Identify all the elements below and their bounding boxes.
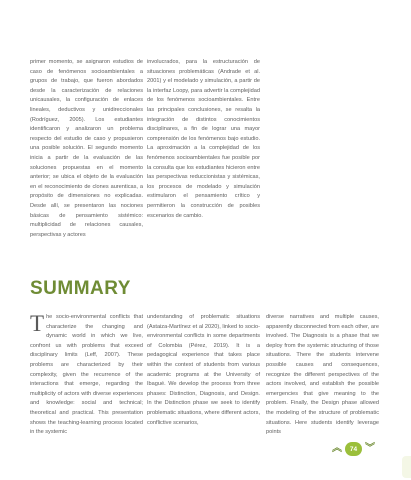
summary-column-2-text: understanding of problematic situations (Astaiza-Martínez et al 2020), linked to socio-environmental conflicts in some departments of Colombia (Pérez, 2019). It is a pedagogical experience that takes place within the context of students from various academic programs at the University of Ibagué. We develop the process from three phases: Distinction, Diagnosis, and Design. In the Distinction phase we seek to identify problematic situations, where different actors, conflictive scenarios,: [147, 314, 260, 426]
summary-heading: SUMMARY: [30, 278, 131, 299]
summary-column-3-text: diverse narratives and multiple causes, apparently disconnected from each other, are involved. The Diagnosis is a phase that we deploy from the systemic structuring of those situations. There the students intervene possible causes and consequences, recognize the different perspectives of the actors involved, and establish the possible emergencies that give meaning to the problem. Finally, the Design phase allowed the modeling of the structure of problematic situations. Here students identify leverage points: [266, 314, 379, 436]
drop-cap: T: [30, 311, 45, 336]
chevron-double-up-icon[interactable]: ︽: [332, 443, 342, 454]
page-navigation: [332, 441, 375, 457]
top-column-1: [30, 58, 143, 240]
top-column-2-text: involucrados, para la estructuración de situaciones problemáticas (Andrade et al. 2001) y el modelado y simulación, a partir de la interfaz Loopy, para advertir la complejidad de los fenómenos socioambientales. Entre las principales conclusiones, se resalta la integración de distintos conocimientos disciplinares, a fin de lograr una mayor comprensión de los fenómenos bajo estudio. La aproximación a la complejidad de los fenómenos socioambientales fue posible por la consulta que los estudiantes hicieron entre las perspectivas reduccionistas y sistémicas, los procesos de modelado y simulación estimularon el pensamiento crítico y permitieron la construcción de posibles escenarios de cambio.: [147, 59, 260, 219]
page-edge-tab: [402, 456, 411, 478]
summary-column-3: [266, 313, 379, 438]
top-column-1-text: primer momento, se asignaron estudios de caso de fenómenos socioambientales a grupos de trabajo, que fueron abordados desde la caracterización de relaciones unicausales, la configuración de enlaces lineales, deductivos y unidireccionales (Rodríguez, 2005). Los estudiantes identificaron y analizaron un problema respecto del estudio de caso y propusieron una posible solución. El segundo momento inicia a partir de la evaluación de las soluciones propuestas en el momento anterior; se ubica el objeto de la evaluación en el reconocimiento de clones aurenticas, a propósito de dimensiones no explicadas. Desde allí, se presentaron las nociones básicas de pensamiento sistémico: multiplicidad de relaciones causales, perspectivas y actores: [30, 59, 143, 238]
summary-column-2: [147, 313, 260, 428]
summary-column-1-text: [30, 313, 143, 438]
page-number-badge: 74: [345, 442, 362, 456]
summary-column-1-body: he socio-environmental conflicts that characterize the changing and dynamic world in which we live, confront us with problems that exceed disciplinary limits (Leff, 2007). These problems are characterized by their complexity, given the recurrence of the interactions that emerge, regarding the multiplicity of actors with diverse experiences and knowledge: social and technical; theoretical and practical. This presentation shows the teaching-learning process located in the systemic: [30, 314, 143, 436]
summary-column-1: [30, 313, 143, 438]
chevron-double-down-icon[interactable]: ︾: [365, 443, 375, 454]
top-column-2: [147, 58, 260, 221]
